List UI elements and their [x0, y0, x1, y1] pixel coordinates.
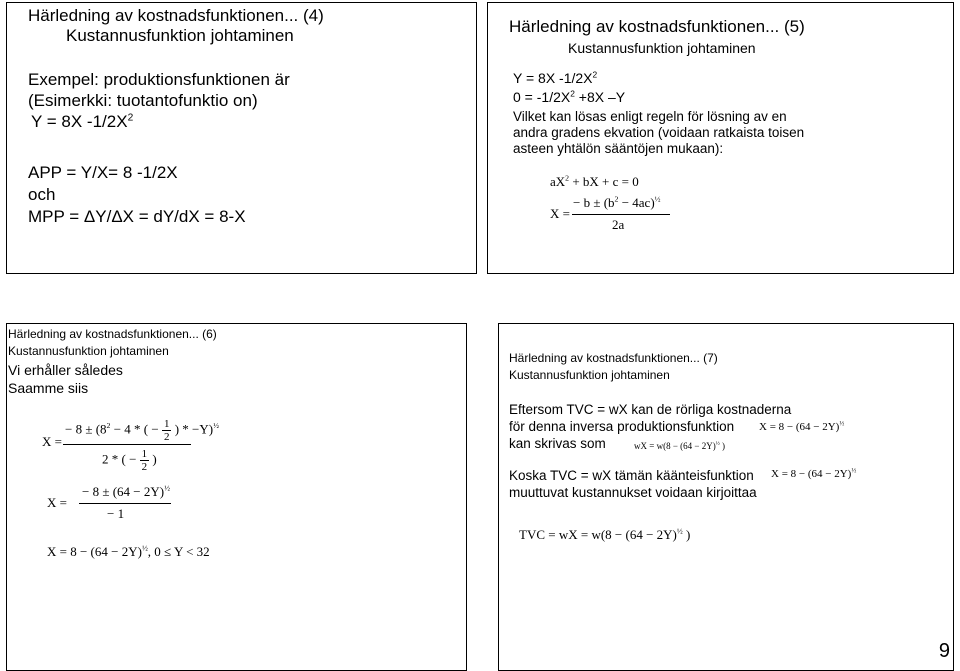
- quadratic-equation: $aX^2$ + bX + c = 0: [550, 173, 639, 189]
- formula2-lhs: X =: [47, 495, 67, 510]
- slide-title-line2: Kustannusfunktion johtaminen: [509, 368, 670, 382]
- formula1-bar: [63, 444, 191, 445]
- formula2-numerator: − $8 \pm (64 - 2Y)^{\frac{1}{2}}$: [82, 483, 170, 499]
- formula2-bar: [79, 503, 171, 504]
- formula2-denominator: − 1: [107, 506, 125, 521]
- formula3: $X = 8 - (64 - 2Y)^{\frac{1}{2}}$, 0 ≤ Y < 32: [47, 543, 210, 559]
- text-line3: Vi erhåller således: [8, 362, 123, 378]
- inverse-function-eq1: $X = 8 - (64 - 2Y)^{\frac{1}{2}}$: [759, 420, 845, 433]
- app-equation: APP = Y/X= 8 -1/2X: [28, 163, 178, 182]
- slide-5: [487, 2, 954, 274]
- slide-title-line2: Kustannusfunktion johtaminen: [568, 40, 756, 56]
- equation-zero: $0 = -1/2X^2 +8X$ –Y: [513, 88, 626, 105]
- slide-title-line2: Kustannusfunktion johtaminen: [8, 344, 169, 358]
- slide-title-line2: Kustannusfunktion johtaminen: [66, 26, 294, 45]
- production-function: Y = 8X $-1/2X^2$: [31, 112, 134, 131]
- paragraph-line3: kan skrivas som: [509, 436, 606, 451]
- slide-7: [498, 323, 954, 671]
- slide-title-line1: Härledning av kostnadsfunktionen... (7): [509, 351, 718, 365]
- formula1-numerator: − $8 \pm (8^2 - 4$ * ( − $\frac{1}{2}$ ) * −Y)$^{\frac{1}{2}}$: [65, 418, 219, 443]
- paragraph-line5: muuttuvat kustannukset voidaan kirjoittaa: [509, 485, 757, 500]
- fraction-bar: [572, 214, 670, 215]
- cost-equation-small: wX = $w(8 - (64 - 2Y)^{\frac{1}{2}}$ ): [634, 441, 726, 451]
- quadratic-formula-lhs: X =: [550, 206, 570, 221]
- paragraph-line2: för denna inversa produktionsfunktion: [509, 419, 735, 434]
- slide-title-line1: Härledning av kostnadsfunktionen... (6): [8, 327, 217, 341]
- text-line1: Vilket kan lösas enligt regeln för lösning av en: [513, 109, 787, 124]
- paragraph-line4: Koska TVC = wX tämän käänteisfunktion: [509, 468, 754, 483]
- example-line1: Exempel: produktionsfunktionen är: [28, 70, 290, 89]
- equation-y: Y = 8X $-1/2X^2$: [513, 69, 598, 86]
- formula1-denominator: 2 * ( − $\frac{1}{2}$ ): [102, 448, 157, 473]
- slide-title-line1: Härledning av kostnadsfunktionen... (5): [509, 17, 805, 36]
- text-line4: Saamme siis: [8, 380, 89, 396]
- slide-6: [6, 323, 467, 671]
- mpp-equation: MPP = ΔY/ΔX = dY/dX = 8-X: [28, 207, 246, 226]
- text-line2: andra gradens ekvation (voidaan ratkaista toisen: [513, 125, 805, 140]
- och-text: och: [28, 185, 56, 204]
- page-number: 9: [938, 640, 950, 662]
- paragraph-line1: Eftersom TVC = wX kan de rörliga kostnaderna: [509, 402, 792, 417]
- formula1-lhs: X =: [42, 434, 62, 449]
- tvc-equation: TVC = wX = $w(8 - (64 - 2Y)^{\frac{1}{2}}$ ): [519, 526, 691, 542]
- inverse-function-eq2: $X = 8 - (64 - 2Y)^{\frac{1}{2}}$: [771, 467, 857, 480]
- slide-title-line1: Härledning av kostnadsfunktionen... (4): [28, 6, 324, 25]
- quadratic-formula-numerator: − $b \pm (b^2 - 4ac)^{\frac{1}{2}}$: [573, 194, 661, 210]
- text-line3: asteen yhtälön sääntöjen mukaan):: [513, 141, 724, 156]
- slide-4: [6, 2, 477, 274]
- quadratic-formula-denominator: 2a: [612, 217, 625, 232]
- example-line2: (Esimerkki: tuotantofunktio on): [28, 91, 258, 110]
